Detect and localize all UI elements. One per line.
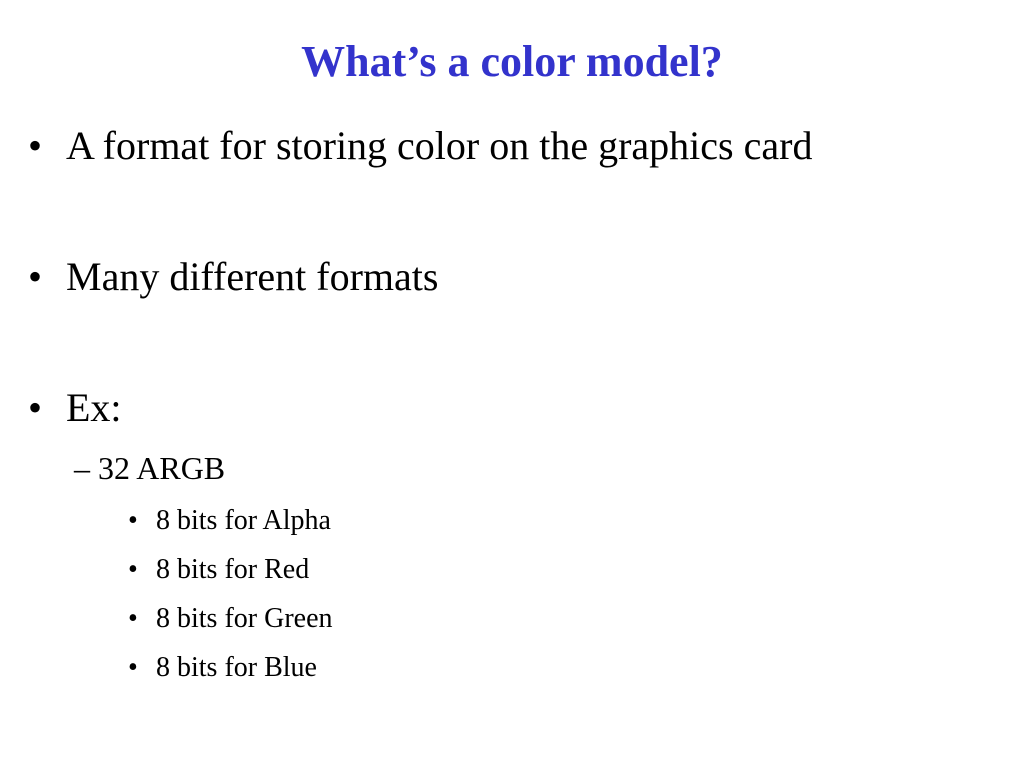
bullet-text: 8 bits for Green: [156, 603, 333, 634]
bullet-item: [28, 253, 438, 301]
bullet-marker: •: [128, 505, 138, 536]
bullet-marker: •: [28, 123, 43, 168]
bullet-marker: •: [128, 554, 138, 585]
sub-sub-item: [128, 553, 309, 587]
bullet-text: 8 bits for Blue: [156, 652, 317, 683]
bullet-marker: •: [28, 254, 43, 299]
bullet-text: 8 bits for Alpha: [156, 505, 331, 536]
bullet-text: Many different formats: [66, 254, 439, 299]
bullet-marker: •: [128, 652, 138, 683]
sub-sub-item: [128, 602, 333, 636]
sub-sub-item: [128, 651, 317, 685]
bullet-item: [28, 384, 122, 432]
bullet-text: A format for storing color on the graphics card: [66, 123, 813, 168]
sub-item: – 32 ARGB: [74, 450, 226, 486]
bullet-marker: •: [128, 603, 138, 634]
sub-sub-item: [128, 504, 331, 538]
bullet-text: Ex:: [66, 385, 122, 430]
bullet-marker: •: [28, 385, 43, 430]
bullet-item: [28, 122, 812, 170]
bullet-text: 8 bits for Red: [156, 554, 310, 585]
slide-title: What’s a color model?: [301, 37, 723, 86]
